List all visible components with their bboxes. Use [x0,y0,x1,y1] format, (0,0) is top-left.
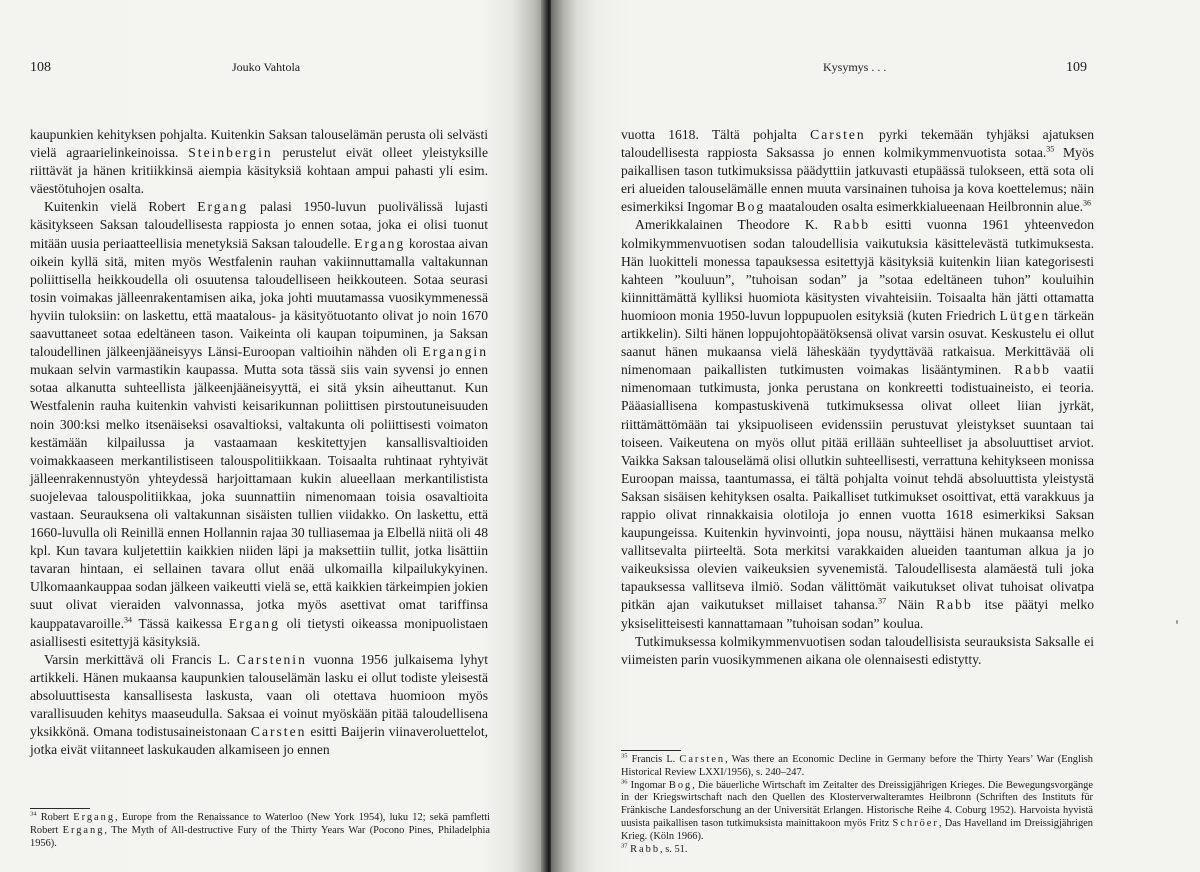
left-page-number: 108 [30,60,51,75]
right-footnote-2: $^{36}$ Ingomar Bog, Die bäuerliche Wirtschaft im Zeitalter des Dreissigjährigen Krieges. Die Bewegungsvorgänge in der Kriegswirtschaft nach den Quellen des Klosterverwalteramtes Heilbronn (Schriften des Instituts für Fränkische Landesforschung an der Universität Erlangen. Historische Reihe 4. Coburg 1952). Harvoista hyvistä uusista paikallisen tason tutkimuksista mainittakoon myös Fritz Schröer, Das Havelland im Dreissigjährigen Krieg. (Köln 1966). [621,778,1093,842]
left-body-text [30,126,488,759]
right-page-number: 109 [1066,60,1087,75]
right-running-head: Kysymys . . . [823,60,887,74]
left-page [0,0,545,872]
left-footnote-rule [30,808,90,809]
paper-speck [1176,620,1178,624]
right-footnote-1: $^{35}$ Francis L. Carsten, Was there an Economic Decline in Germany before the Thirty Years’ War (English Historical Review LXXI/1956), s. 240–247. [621,752,1094,778]
right-footnote-rule [621,750,681,751]
left-running-head: Jouko Vahtola [232,60,301,74]
right-paragraph-1: vuotta 1618. Tältä pohjalta Carsten pyrki tekemään tyhjäksi ajatuksen taloudellisesta rappiosta Saksassa jo ennen kolmikymmenvuotista sotaa.$^{35}$ Myös paikallisen tason tutkimuksissa päädyttiin jatkuvasti etupäässä tulokseen, että sota oli eri alueiden talouselämälle ennen muuta varsinainen tuhoisa ja kova koettelemus; näin esimerkiksi Ingomar Bog maatalouden osalta esimerkkialueenaan Heilbronnin alue.$^{36}$ [621,127,1094,215]
right-paragraph-3: Tutkimuksessa kolmikymmenvuotisen sodan taloudellisista seurauksista Saksalle ei viimeisten parin vuosikymmenen aikana ole olennaisesti edistytty. [621,633,1094,667]
right-body-text [621,126,1094,669]
right-footnotes [621,754,1093,856]
left-footnote-1: $^{34}$ Robert Ergang, Europe from the Renaissance to Waterloo (New York 1954), luku 12; sekä pamfletti Robert Ergang, The Myth of All-destructive Fury of the Thirty Years War (Pocono Pines, Philadelphia 1956). [30,810,490,849]
right-footnote-3: $^{37}$ Rabb, s. 51. [621,842,688,855]
right-paragraph-2: Amerikkalainen Theodore K. Rabb esitti vuonna 1961 yhteenvedon kolmikymmenvuotisen sodan taloudellisia vaikutuksia käsittelevästä tutkimuksesta. Hän luokitteli monessa tapauksessa esitettyjä käsityksiä kuitenkin liian kategorisesti kahteen ”kouluun”, ”tuhoisan sodan” ja ”sotaa edeltäneen tuhon” kouluihin kiinnittämättä kylliksi huomiota käsitysten vivahteisiin. Toisaalta hän jätti ottamatta huomioon monia 1950-luvun loppupuolen esityksiä (kuten Friedrich Lütgen tärkeän artikkelin). Silti hänen loppujohtopäätöksensä olivat varsin osuvat. Keskustelu ei ollut saanut hänen mukaansa vielä läheskään tyydyttävää ratkaisua. Merkittävää oli nimenomaan paikallisten tutkimusten voimakas lisääntyminen. Rabb vaatii nimenomaan tutkimusta, jonka perustana on konkreetti todistuaineisto, ei teoria. Pääasiallisena kompastuskivenä tutkimuksessa olivat olleet liian jyrkät, riittämättömään tai yksipuoliseen evidenssiin perustuvat yleistykset suuntaan tai toiseen. Vaikeutena on myös ollut pitää erillään suhteelliset ja absoluuttiset arviot. Vaikka Saksan talouselämä olisi ollutkin suhteellisesti, verrattuna kehitykseen monissa Euroopan maissa, taantumassa, ei tältä pohjalta voinut tehdä absoluuttista yleistystä Saksan sisäisen kehityksen osalta. Paikalliset tutkimukset osoittivat, että varakkuus ja rappio olivat rinnakkaisia olotiloja jo ennen vuotta 1618 esimerkiksi Saksan kaupungeissa. Kuitenkin hyvinvointi, jopa nousu, näyttäisi hänen mukaansa melko vallitsevalta piirteeltä. Sota merkitsi varakkaiden alueiden taantuman alkua ja jo vaikeuksissa olevien vaikeuksien syvenemistä. Taloudellisesta alamäestä tuli joka tapauksessa vallitseva ilmiö. Sodan välittömät vaikutukset olivat tuhoisat olivatpa pitkän ajan vaikutukset millaiset tahansa.$^{37}$ Näin Rabb itse päätyi melko yksiselitteisesti kannattamaan ”tuhoisan sodan” koulua. [621,217,1095,631]
left-paragraph-3: Varsin merkittävä oli Francis L. Carstenin vuonna 1956 julkaisema lyhyt artikkeli. Hänen mukaansa kaupunkien talouselämän lasku ei ollut todiste yleisestä absoluuttisesta kansallisesta laskusta, vaan oli otettava huomioon myös varallisuuden kehitys maaseudulla. Saksaa ei voinut myöskään pitää taloudellisena yksikkönä. Omana todistusaineistonaan Carsten esitti Baijerin viinaveroluettelot, jotka eivät viitanneet laskukauden alkamiseen jo ennen [30,651,489,758]
left-paragraph-1: kaupunkien kehityksen pohjalta. Kuitenkin Saksan talouselämän perusta oli selvästi vielä agraarielinkeinoissa. Steinbergin perustelut eivät olleet yleistyksille riittävät ja hänen kritiikkinsä aiempia käsityksiä kohtaan ampui pahasti yli esim. väestötuhojen osalta. [30,127,488,197]
left-footnotes [30,812,490,850]
right-page [551,0,1200,872]
left-paragraph-2: Kuitenkin vielä Robert Ergang palasi 1950-luvun puolivälissä lujasti käsitykseen Saksan taloudellisesta rappiosta jo ennen sotaa, joka ei olisi tuonut mitään uusia periaatteellisia menetyksiä Saksan taloudelle. Ergang korostaa aivan oikein kyllä sitä, miten myös Westfalenin rauhan vakiinnuttamalla valtakunnan poliittisella heikkoudella oli osuutensa taloudelliseen heikkouteen. Sotaa seurasi tosin voimakas jälleenrakentamisen aika, joka johti muutamassa vuosikymmenessä hyviin tuloksiin: on laskettu, että maatalous- ja käsityötuotanto olivat jo noin 1670 saavuttaneet sotaa edeltäneen tason. Vaikeinta oli kaupan toipuminen, ja Saksan taloudellinen jälkeenjääneisyys Länsi-Euroopan valtioihin nähden oli Ergangin mukaan selvin varmastikin kaupassa. Mutta sota tässä siis vain syvensi jo ennen sotaa alkanutta suhteellista jälkeenjääneisyyttä, ei sitä yksin aiheuttanut. Kun Westfalenin rauha kuitenkin vahvisti keisarikunnan poliittisen pirstoutuneisuuden noin 300:ksi melko itsenäiseksi osavaltioksi, valtakunta oli poliittisesti voimaton kestämään kilpailussa ja vastaamaan keskitettyjen kansallisvaltioiden voimakkaaseen merkantilistiseen talouspolitiikkaan. Toisaalta ruhtinaat ryhtyivät jälleenrakennustyön yhteydessä harjoittamaan kukin alueellaan merkantilistista suojelevaa talouspolitiikkaa, joka suunnattiin nimenomaan toisia osavaltioita vastaan. Seurauksena oli valtakunnan sisäisten tullien viidakko. On laskettu, että 1660-luvulla oli Reinillä ennen Hollannin rajaa 30 tulliasemaa ja Elbellä niitä oli 48 kpl. Kun tavara kuljetettiin kaikkien niiden läpi ja maksettiin tullit, jotka lisättiin tavaran hintaan, ei sellainen tavara ollut enää ulkomailla kilpailukykyinen. Ulkomaankauppaa sodan jälkeen vaikeutti vielä se, että kaikkien tärkeimpien jokien suut olivat vieraiden valvonnassa, jotka myös asettivat omat tariffinsa kauppatavaroille.$^{34}$ Tässä kaikessa Ergang oli tietysti oikeassa monipuolistaen asiallisesti esitettyjä käsityksiä. [30,199,488,649]
